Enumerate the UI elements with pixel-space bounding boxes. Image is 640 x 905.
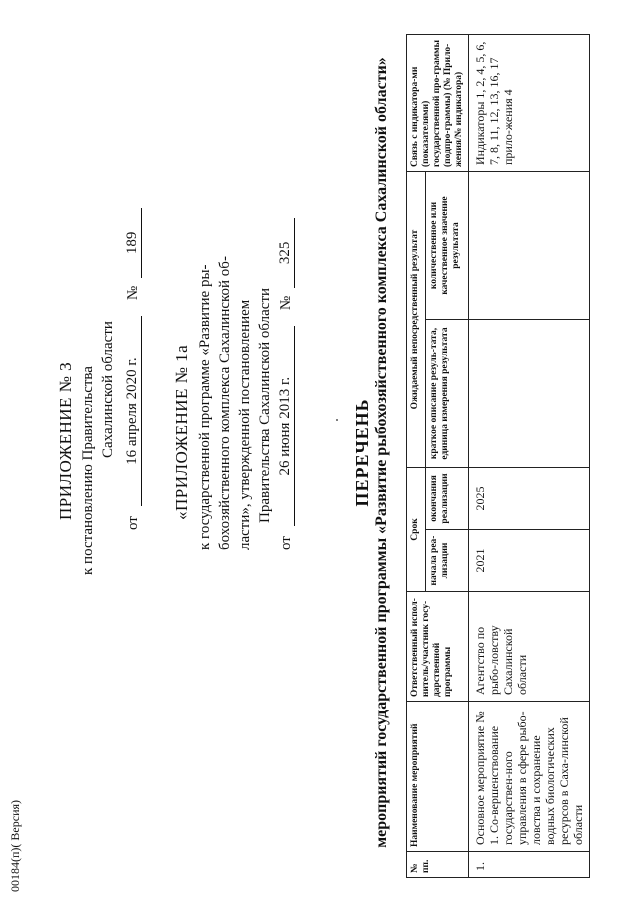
- appendix-heading: ПРИЛОЖЕНИЕ № 3: [56, 361, 75, 520]
- measures-table: [406, 34, 590, 878]
- footer-wrapper: [8, 0, 20, 905]
- table-header-row: [407, 35, 426, 878]
- header-expected-value: количественное или качественное значение результата: [426, 172, 469, 320]
- scan-speck: [336, 419, 338, 421]
- number-label: №: [125, 285, 141, 301]
- cell-responsible: Агентство по рыбо-ловству Сахалинской области: [469, 592, 590, 702]
- document-subtitle: мероприятий государственной программы «Развитие рыбохозяйственного комплекса Сахалинской области»: [373, 57, 390, 848]
- program-line-3: ласти», утвержденной постановлением: [237, 299, 253, 550]
- sub-appendix-heading: «ПРИЛОЖЕНИЕ № 1а: [172, 344, 191, 520]
- from-label: от: [125, 516, 141, 530]
- header-responsible: Ответственный испол-нитель/участник госу-дарственной программы: [407, 592, 469, 702]
- header-num: № пп.: [407, 852, 469, 878]
- header-expected-desc: краткое описание резуль-тата, единица измерения результата: [426, 320, 469, 468]
- table-row: [469, 35, 590, 878]
- cell-desc: [469, 320, 590, 468]
- header-link: Связь с индикатора-ми (показателями) государственной про-граммы (подпро-граммы) (№ Прило-жения/№ индикатора): [407, 35, 469, 172]
- header-term-end: окончания реализации: [426, 468, 469, 530]
- resolution-number: 189: [124, 208, 142, 278]
- cell-num: 1.: [469, 852, 590, 878]
- header-name: Наименование мероприятий: [407, 702, 469, 852]
- document-title: ПЕРЕЧЕНЬ: [352, 398, 372, 507]
- cell-name: Основное мероприятие № 1. Со-вершенствование государствен-ного управления в сфере рыбо-ловства и сохранение водных биологических ресурсов в Саха-линской области: [469, 702, 590, 852]
- header-expected: Ожидаемый непосредственный результат: [407, 172, 426, 468]
- header-term-start: начала реа-лизации: [426, 530, 469, 592]
- program-date-row: [277, 218, 295, 550]
- cell-end: 2025: [469, 468, 590, 530]
- resolution-date: 16 апреля 2020 г.: [124, 316, 142, 506]
- region-line: Сахалинской области: [100, 321, 116, 458]
- number-label: №: [278, 295, 294, 311]
- program-number: 325: [277, 218, 295, 288]
- from-label: от: [278, 536, 294, 550]
- cell-link: Индикаторы 1, 2, 4, 5, 6, 7, 8, 11, 12, 13, 16, 17 прило-жения 4: [469, 35, 590, 172]
- resolution-line: к постановлению Правительства: [80, 366, 96, 575]
- program-line-4: Правительства Сахалинской области: [257, 287, 273, 523]
- program-line-1: к государственной программе «Развитие ры-: [197, 264, 213, 550]
- footer-code: 00184(п)( Версия): [8, 799, 22, 892]
- header-term: Срок: [407, 468, 426, 592]
- cell-value: [469, 172, 590, 320]
- program-line-2: бохозяйственного комплекса Сахалинской об-: [217, 256, 233, 550]
- cell-start: 2021: [469, 530, 590, 592]
- resolution-date-row: [124, 208, 142, 530]
- program-date: 26 июня 2013 г.: [277, 326, 295, 526]
